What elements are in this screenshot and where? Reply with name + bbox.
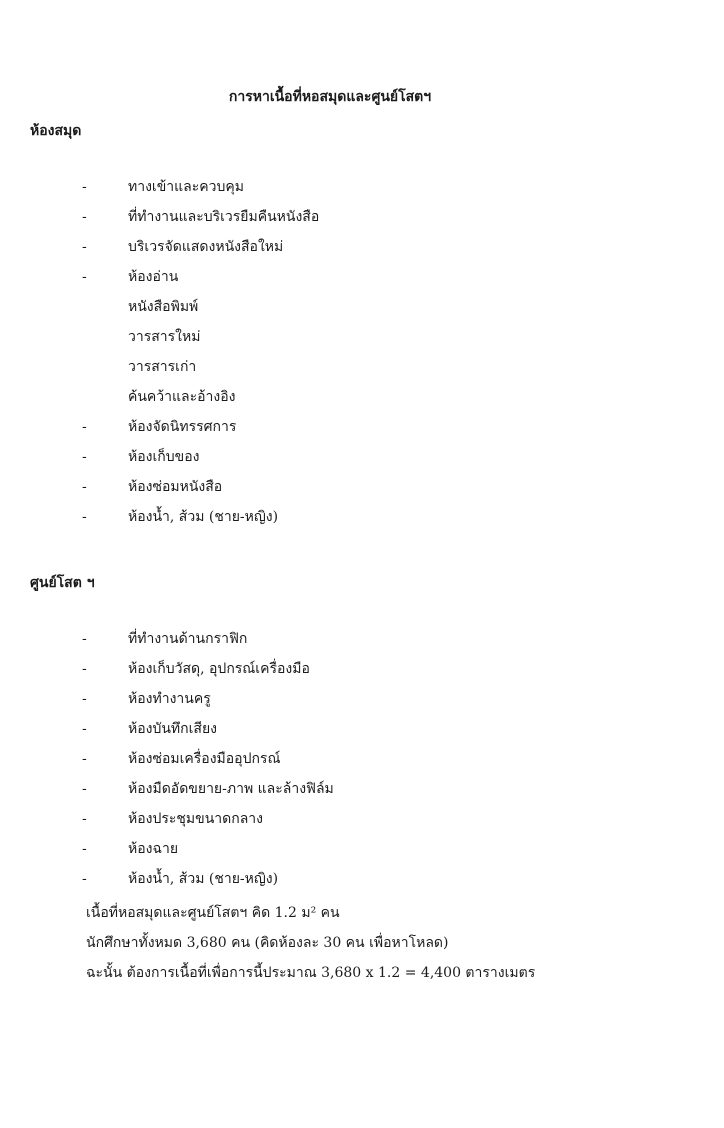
list-item-text: ห้องมืดอัดขยาย-ภาพ และล้างฟิล์ม [128,781,334,797]
list-bullet-dash: - [82,721,87,737]
list-item-text: ทางเข้าและควบคุม [128,179,244,195]
list-bullet-dash: - [82,509,87,525]
list-item-text: วารสารเก่า [128,359,197,375]
list-item-text: ห้องจัดนิทรรศการ [128,419,237,435]
summary-line-area-per-person: เนื้อที่หอสมุดและศูนย์โสตฯ คิด 1.2 ม² คน [86,905,340,921]
list-item-text: ห้องเก็บของ [128,449,200,465]
list-item-text: ห้องอ่าน [128,269,179,285]
list-bullet-dash: - [82,419,87,435]
list-bullet-dash: - [82,691,87,707]
list-bullet-dash: - [82,179,87,195]
list-item-text: ห้องฉาย [128,841,179,857]
list-item-text: ห้องทำงานครู [128,691,211,707]
list-bullet-dash: - [82,811,87,827]
list-item-text: ห้องประชุมขนาดกลาง [128,811,263,827]
list-bullet-dash: - [82,631,87,647]
summary-line-student-count: นักศึกษาทั้งหมด 3,680 คน (คิดห้องละ 30 คน เพื่อหาโหลด) [86,935,449,951]
list-bullet-dash: - [82,239,87,255]
list-bullet-dash: - [82,781,87,797]
list-item-text: ห้องซ่อมเครื่องมืออุปกรณ์ [128,751,281,767]
list-bullet-dash: - [82,661,87,677]
list-item-text: หนังสือพิมพ์ [128,299,199,315]
list-item-text: วารสารใหม่ [128,329,201,345]
av-center-heading: ศูนย์โสต ฯ [30,575,95,591]
list-bullet-dash: - [82,841,87,857]
list-item-text: ห้องบันทึกเสียง [128,721,218,737]
list-item-text: ที่ทำงานด้านกราฟิก [128,631,248,647]
list-item-text: ค้นคว้าและอ้างอิง [128,389,236,405]
list-item-text: ห้องน้ำ, ส้วม (ชาย-หญิง) [128,871,279,887]
list-bullet-dash: - [82,479,87,495]
list-item-text: ห้องน้ำ, ส้วม (ชาย-หญิง) [128,509,279,525]
summary-line-total-area: ฉะนั้น ต้องการเนื้อที่เพื่อการนี้ประมาณ 3,680 x 1.2 = 4,400 ตารางเมตร [86,965,536,981]
list-item-text: ห้องเก็บวัสดุ, อุปกรณ์เครื่องมือ [128,661,310,677]
list-bullet-dash: - [82,751,87,767]
list-item-text: ห้องซ่อมหนังสือ [128,479,223,495]
document-title: การหาเนื้อที่หอสมุดและศูนย์โสตฯ [228,89,432,105]
list-bullet-dash: - [82,269,87,285]
list-item-text: ที่ทำงานและบริเวรยืมคืนหนังสือ [128,209,320,225]
list-bullet-dash: - [82,871,87,887]
list-bullet-dash: - [82,449,87,465]
list-bullet-dash: - [82,209,87,225]
library-heading: ห้องสมุด [30,123,82,139]
summary-block [86,898,535,988]
list-item-text: บริเวรจัดแสดงหนังสือใหม่ [128,239,284,255]
